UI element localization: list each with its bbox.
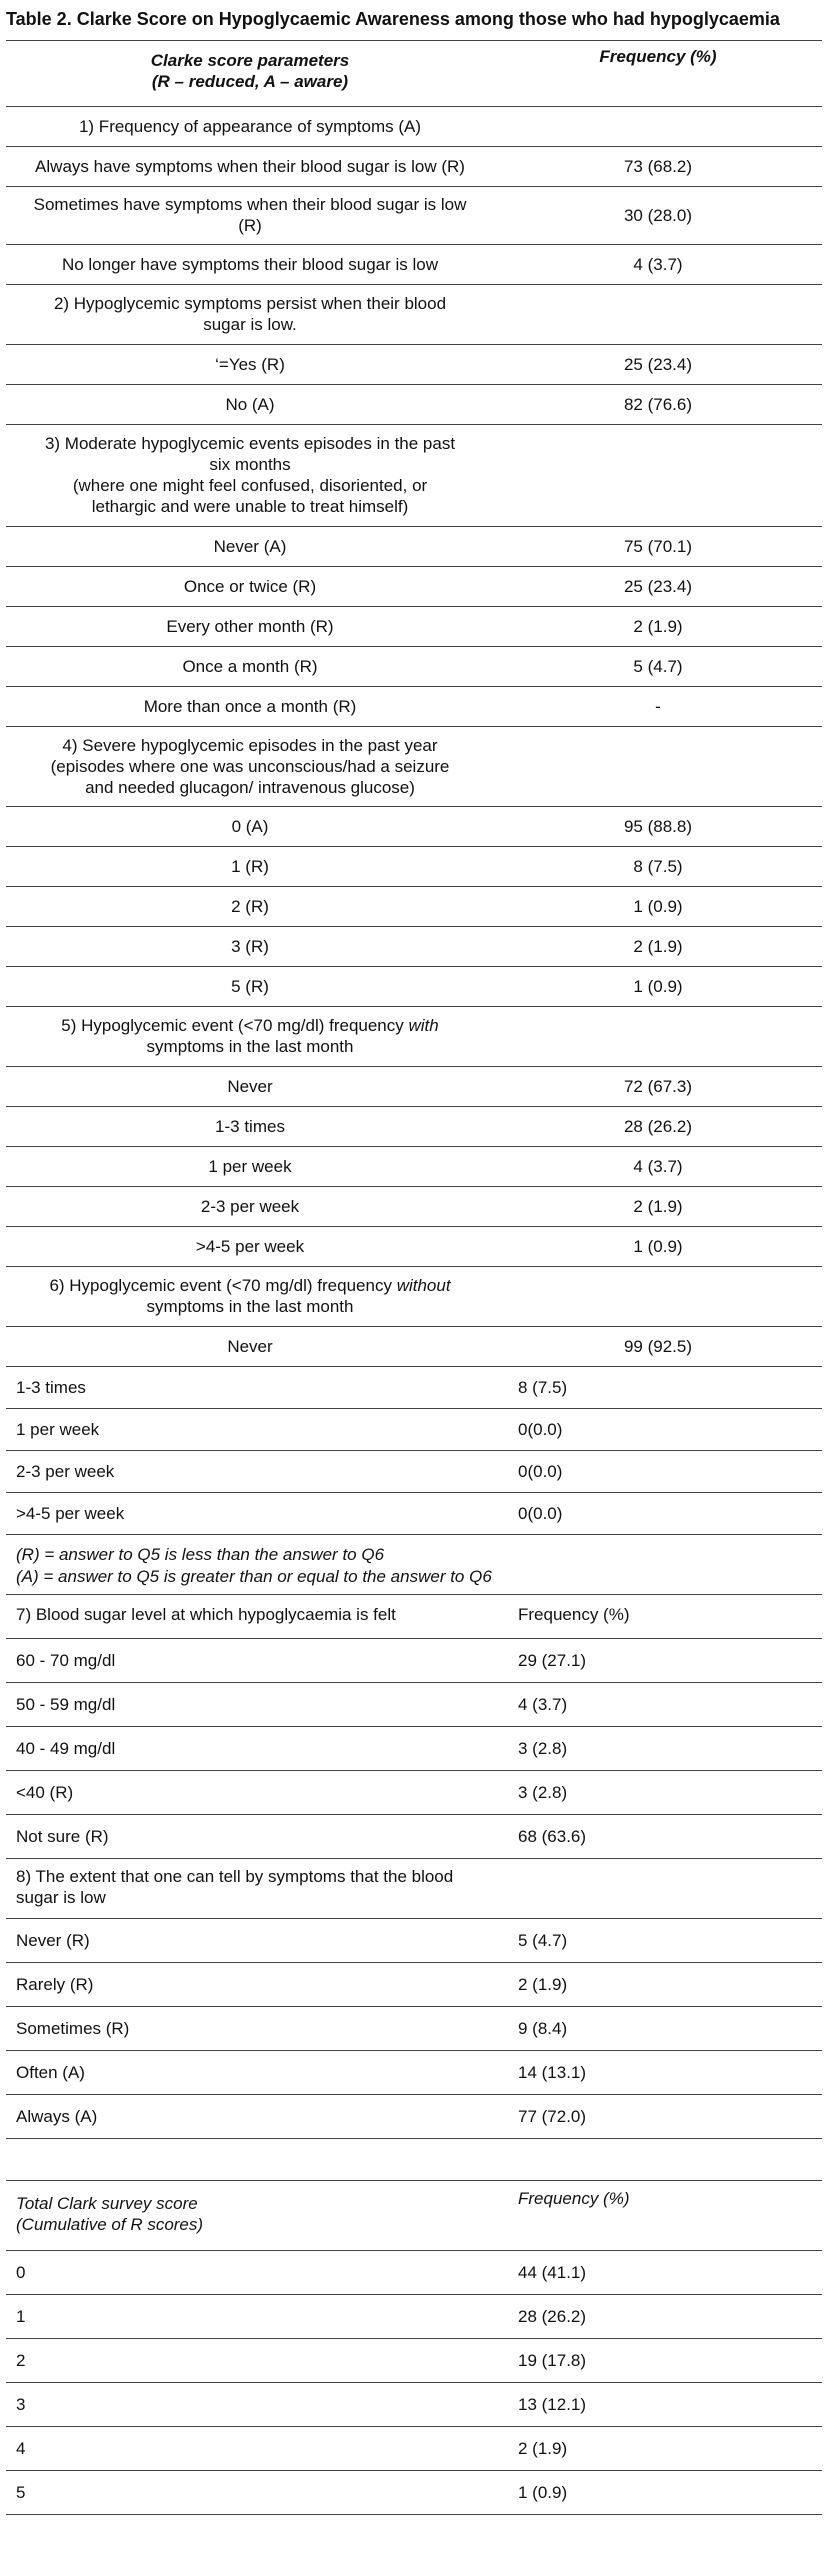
row-value <box>518 2426 818 2470</box>
total-frequency-header-text: Frequency (%) <box>518 2188 630 2208</box>
row-value <box>494 1146 822 1186</box>
row-value <box>518 2006 818 2050</box>
row-label <box>6 244 494 284</box>
question-section1-text: 1) Frequency of appearance of symptoms (A) <box>78 116 422 136</box>
row-value-text: 0(0.0) <box>518 1503 563 1523</box>
row-label <box>6 606 494 646</box>
row-label <box>16 1408 506 1450</box>
row-value <box>494 646 822 686</box>
row-value <box>518 1682 818 1726</box>
row-label <box>16 2294 506 2338</box>
row-value-text: 99 (92.5) <box>623 1336 693 1356</box>
row-divider <box>6 1534 822 1535</box>
section7-frequency-header-text: Frequency (%) <box>518 1604 630 1624</box>
row-label-text: Every other month (R) <box>166 616 334 636</box>
row-label-text: 5 (R) <box>231 976 269 996</box>
row-value-text: 72 (67.3) <box>623 1076 693 1096</box>
row-label <box>16 1918 506 1962</box>
row-label <box>6 1146 494 1186</box>
row-label-text: Often (A) <box>16 2062 85 2082</box>
row-label-text: 2-3 per week <box>200 1196 300 1216</box>
row-value-text: 14 (13.1) <box>518 2062 587 2082</box>
row-value <box>494 846 822 886</box>
row-divider <box>6 40 822 41</box>
row-label-text: Never <box>227 1076 273 1096</box>
row-label <box>16 1450 506 1492</box>
total-score-header <box>16 2184 506 2244</box>
row-value-text: 25 (23.4) <box>623 576 693 596</box>
row-label <box>6 886 494 926</box>
row-label-text: >4-5 per week <box>195 1236 305 1256</box>
row-label-text: 60 - 70 mg/dl <box>16 1650 116 1670</box>
footnote: (A) = answer to Q5 is greater than or equal to the answer to Q6 <box>16 1567 492 1586</box>
row-value <box>494 606 822 646</box>
row-label <box>16 1814 506 1858</box>
row-label <box>16 2006 506 2050</box>
row-value <box>518 2382 818 2426</box>
row-label-text: More than once a month (R) <box>143 696 357 716</box>
row-label-text: 4 <box>16 2438 26 2458</box>
row-label <box>16 1726 506 1770</box>
row-label-text: 1-3 times <box>16 1377 86 1397</box>
row-value-text: 1 (0.9) <box>633 896 683 916</box>
row-value <box>518 1962 818 2006</box>
row-label-text: No (A) <box>225 394 275 414</box>
row-value-text: 4 (3.7) <box>633 254 683 274</box>
row-label <box>16 1492 506 1534</box>
row-label-text: 1-3 times <box>215 1116 285 1136</box>
row-label-text: 1 per week <box>16 1419 100 1439</box>
row-label-text: Never (R) <box>16 1930 90 1950</box>
row-value-text: 44 (41.1) <box>518 2262 587 2282</box>
row-label-text: 40 - 49 mg/dl <box>16 1738 116 1758</box>
row-value <box>518 1726 818 1770</box>
question-section5-text <box>61 1015 438 1057</box>
row-label <box>6 1226 494 1266</box>
row-value-text: 28 (26.2) <box>518 2306 587 2326</box>
question-section5-part: 5) Hypoglycemic event (<70 mg/dl) frequency <box>61 1016 409 1035</box>
row-value <box>494 1226 822 1266</box>
row-value <box>494 1066 822 1106</box>
question-section4-text: 4) Severe hypoglycemic episodes in the past year (episodes where one was unconscious/had a seizure and needed glucagon/ intravenous glucose) <box>50 735 450 797</box>
row-label <box>6 1066 494 1106</box>
row-value-text: 0(0.0) <box>518 1419 563 1439</box>
row-value-text: 29 (27.1) <box>518 1650 587 1670</box>
column-header-frequency <box>494 42 822 70</box>
row-value <box>518 2294 818 2338</box>
question-section3-text: 3) Moderate hypoglycemic events episodes in the past six months (where one might feel confused, disoriented, or lethargic and were unable to treat himself) <box>44 434 456 516</box>
row-label <box>16 2338 506 2382</box>
row-label-text: Once or twice (R) <box>183 576 317 596</box>
row-value <box>518 1492 818 1534</box>
row-value <box>494 806 822 846</box>
table-title: Table 2. Clarke Score on Hypoglycaemic Awareness among those who had hypoglycaemia <box>6 9 780 29</box>
row-value-text: 9 (8.4) <box>518 2018 568 2038</box>
row-value-text: 4 (3.7) <box>518 1694 568 1714</box>
row-value <box>518 1408 818 1450</box>
section7-frequency-header <box>518 1594 818 1634</box>
row-label-text: 0 <box>16 2262 26 2282</box>
question-section4 <box>6 728 494 804</box>
question-section6-text <box>49 1275 450 1317</box>
row-label-text: Never <box>227 1336 273 1356</box>
row-label-text: Never (A) <box>213 536 287 556</box>
column-header-parameters <box>6 42 494 100</box>
question-section3 <box>6 426 494 524</box>
question-section5-part: with <box>408 1016 439 1035</box>
row-value <box>518 1814 818 1858</box>
row-label-text: Rarely (R) <box>16 1974 94 1994</box>
row-value <box>518 2050 818 2094</box>
row-value <box>494 146 822 186</box>
row-value <box>494 1326 822 1366</box>
footnote: (R) = answer to Q5 is less than the answer to Q6 <box>16 1545 385 1564</box>
row-label <box>6 926 494 966</box>
row-label <box>16 1366 506 1408</box>
row-value-text: 2 (1.9) <box>633 936 683 956</box>
row-value <box>518 2338 818 2382</box>
row-value-text: 25 (23.4) <box>623 354 693 374</box>
row-value-text: 30 (28.0) <box>623 205 693 225</box>
row-label <box>6 966 494 1006</box>
row-value <box>494 186 822 244</box>
row-label <box>16 2094 506 2138</box>
row-label <box>16 1962 506 2006</box>
row-label <box>16 2382 506 2426</box>
row-value <box>494 526 822 566</box>
row-label <box>6 1326 494 1366</box>
row-value <box>518 1770 818 1814</box>
row-label-text: 2 <box>16 2350 26 2370</box>
row-value <box>494 1186 822 1226</box>
row-label-text: No longer have symptoms their blood sugar is low <box>61 254 439 274</box>
row-label-text: 2 (R) <box>231 896 269 916</box>
row-value-text: 4 (3.7) <box>633 1156 683 1176</box>
row-value-text: 68 (63.6) <box>518 1826 587 1846</box>
row-label-text: Sometimes have symptoms when their blood sugar is low (R) <box>33 195 467 235</box>
row-label-text: 5 <box>16 2482 26 2502</box>
row-label-text: 3 (R) <box>231 936 269 956</box>
row-value <box>518 1366 818 1408</box>
row-divider <box>6 2514 822 2515</box>
row-label <box>16 1682 506 1726</box>
question-section5-part: symptoms in the last month <box>146 1037 354 1056</box>
row-label-text: <40 (R) <box>16 1782 74 1802</box>
row-label-text: 2-3 per week <box>16 1461 115 1481</box>
total-score-header-text: Total Clark survey score (Cumulative of R scores) <box>16 2194 204 2234</box>
row-label-text: Always (A) <box>16 2106 98 2126</box>
row-value-text: 2 (1.9) <box>518 2438 568 2458</box>
row-label-text: Not sure (R) <box>16 1826 109 1846</box>
row-label-text: 1 (R) <box>231 856 269 876</box>
row-label <box>6 146 494 186</box>
row-label <box>6 566 494 606</box>
row-label <box>16 2050 506 2094</box>
row-label-text: ‘=Yes (R) <box>215 354 285 374</box>
row-label-text: 50 - 59 mg/dl <box>16 1694 116 1714</box>
row-label <box>6 1186 494 1226</box>
row-label <box>16 1770 506 1814</box>
question-section7 <box>16 1594 506 1634</box>
row-value-text: 77 (72.0) <box>518 2106 587 2126</box>
row-value-text: 1 (0.9) <box>518 2482 568 2502</box>
row-value-text: 5 (4.7) <box>518 1930 568 1950</box>
row-label <box>6 186 494 244</box>
column-header-parameters-text: Clarke score parameters (R – reduced, A – aware) <box>150 51 350 91</box>
row-value-text: 1 (0.9) <box>633 1236 683 1256</box>
row-value-text: 3 (2.8) <box>518 1782 568 1802</box>
question-section1 <box>6 108 494 144</box>
row-value-text: 2 (1.9) <box>633 616 683 636</box>
row-value-text: 0(0.0) <box>518 1461 563 1481</box>
row-value-text: 13 (12.1) <box>518 2394 587 2414</box>
row-divider <box>6 106 822 107</box>
row-value-text: 8 (7.5) <box>633 856 683 876</box>
row-divider <box>6 1266 822 1267</box>
row-value <box>494 926 822 966</box>
row-divider <box>6 1006 822 1007</box>
row-value <box>518 1918 818 1962</box>
row-value <box>494 1106 822 1146</box>
row-value-text: 19 (17.8) <box>518 2350 587 2370</box>
row-value <box>494 966 822 1006</box>
row-value <box>518 2470 818 2514</box>
question-section2 <box>6 286 494 342</box>
row-label <box>16 1638 506 1682</box>
row-label <box>6 526 494 566</box>
row-label <box>16 2426 506 2470</box>
row-value-text: 8 (7.5) <box>518 1377 568 1397</box>
question-section5 <box>6 1008 494 1064</box>
row-value-text: 5 (4.7) <box>633 656 683 676</box>
row-divider <box>6 2138 822 2139</box>
row-divider <box>6 2180 822 2181</box>
row-label <box>16 2250 506 2294</box>
row-label-text: 0 (A) <box>231 816 269 836</box>
row-value-text: 95 (88.8) <box>623 816 693 836</box>
row-value-text: 82 (76.6) <box>623 394 693 414</box>
question-section8-text: 8) The extent that one can tell by symptoms that the blood sugar is low <box>16 1867 454 1907</box>
row-label <box>16 2470 506 2514</box>
question-section6 <box>6 1268 494 1324</box>
row-divider <box>6 1858 822 1859</box>
row-value-text: 1 (0.9) <box>633 976 683 996</box>
row-value-text: 3 (2.8) <box>518 1738 568 1758</box>
row-value <box>494 344 822 384</box>
row-value-text: - <box>655 696 661 716</box>
row-label-text: Always have symptoms when their blood sugar is low (R) <box>35 156 465 176</box>
row-value-text: 2 (1.9) <box>633 1196 683 1216</box>
row-label-text: 1 per week <box>208 1156 292 1176</box>
row-value <box>518 2094 818 2138</box>
row-label-text: Sometimes (R) <box>16 2018 130 2038</box>
row-label-text: >4-5 per week <box>16 1503 125 1523</box>
row-divider <box>6 284 822 285</box>
question-section7-text: 7) Blood sugar level at which hypoglycaemia is felt <box>16 1604 396 1624</box>
question-section6-part: without <box>396 1276 451 1295</box>
row-value-text: 75 (70.1) <box>623 536 693 556</box>
row-label <box>6 384 494 424</box>
row-label <box>6 806 494 846</box>
row-divider <box>6 726 822 727</box>
row-label-text: Once a month (R) <box>182 656 318 676</box>
row-label-text: 3 <box>16 2394 26 2414</box>
row-divider <box>6 424 822 425</box>
row-value <box>494 686 822 726</box>
row-label-text: 1 <box>16 2306 26 2326</box>
row-value-text: 28 (26.2) <box>623 1116 693 1136</box>
row-value <box>494 886 822 926</box>
row-label <box>6 646 494 686</box>
question-section6-part: 6) Hypoglycemic event (<70 mg/dl) frequency <box>49 1276 397 1295</box>
row-label <box>6 686 494 726</box>
row-value <box>518 2250 818 2294</box>
row-value <box>518 1450 818 1492</box>
row-value-text: 2 (1.9) <box>518 1974 568 1994</box>
row-label <box>6 1106 494 1146</box>
row-value-text: 73 (68.2) <box>623 156 693 176</box>
row-label <box>6 846 494 886</box>
question-section8 <box>16 1860 506 1914</box>
row-value <box>494 566 822 606</box>
row-value <box>518 1638 818 1682</box>
row-value <box>494 384 822 424</box>
row-value <box>494 244 822 284</box>
column-header-frequency-text: Frequency (%) <box>599 46 717 66</box>
question-section2-text: 2) Hypoglycemic symptoms persist when their blood sugar is low. <box>53 294 447 334</box>
row-label <box>6 344 494 384</box>
total-frequency-header <box>518 2184 818 2212</box>
question-section6-part: symptoms in the last month <box>146 1297 354 1316</box>
